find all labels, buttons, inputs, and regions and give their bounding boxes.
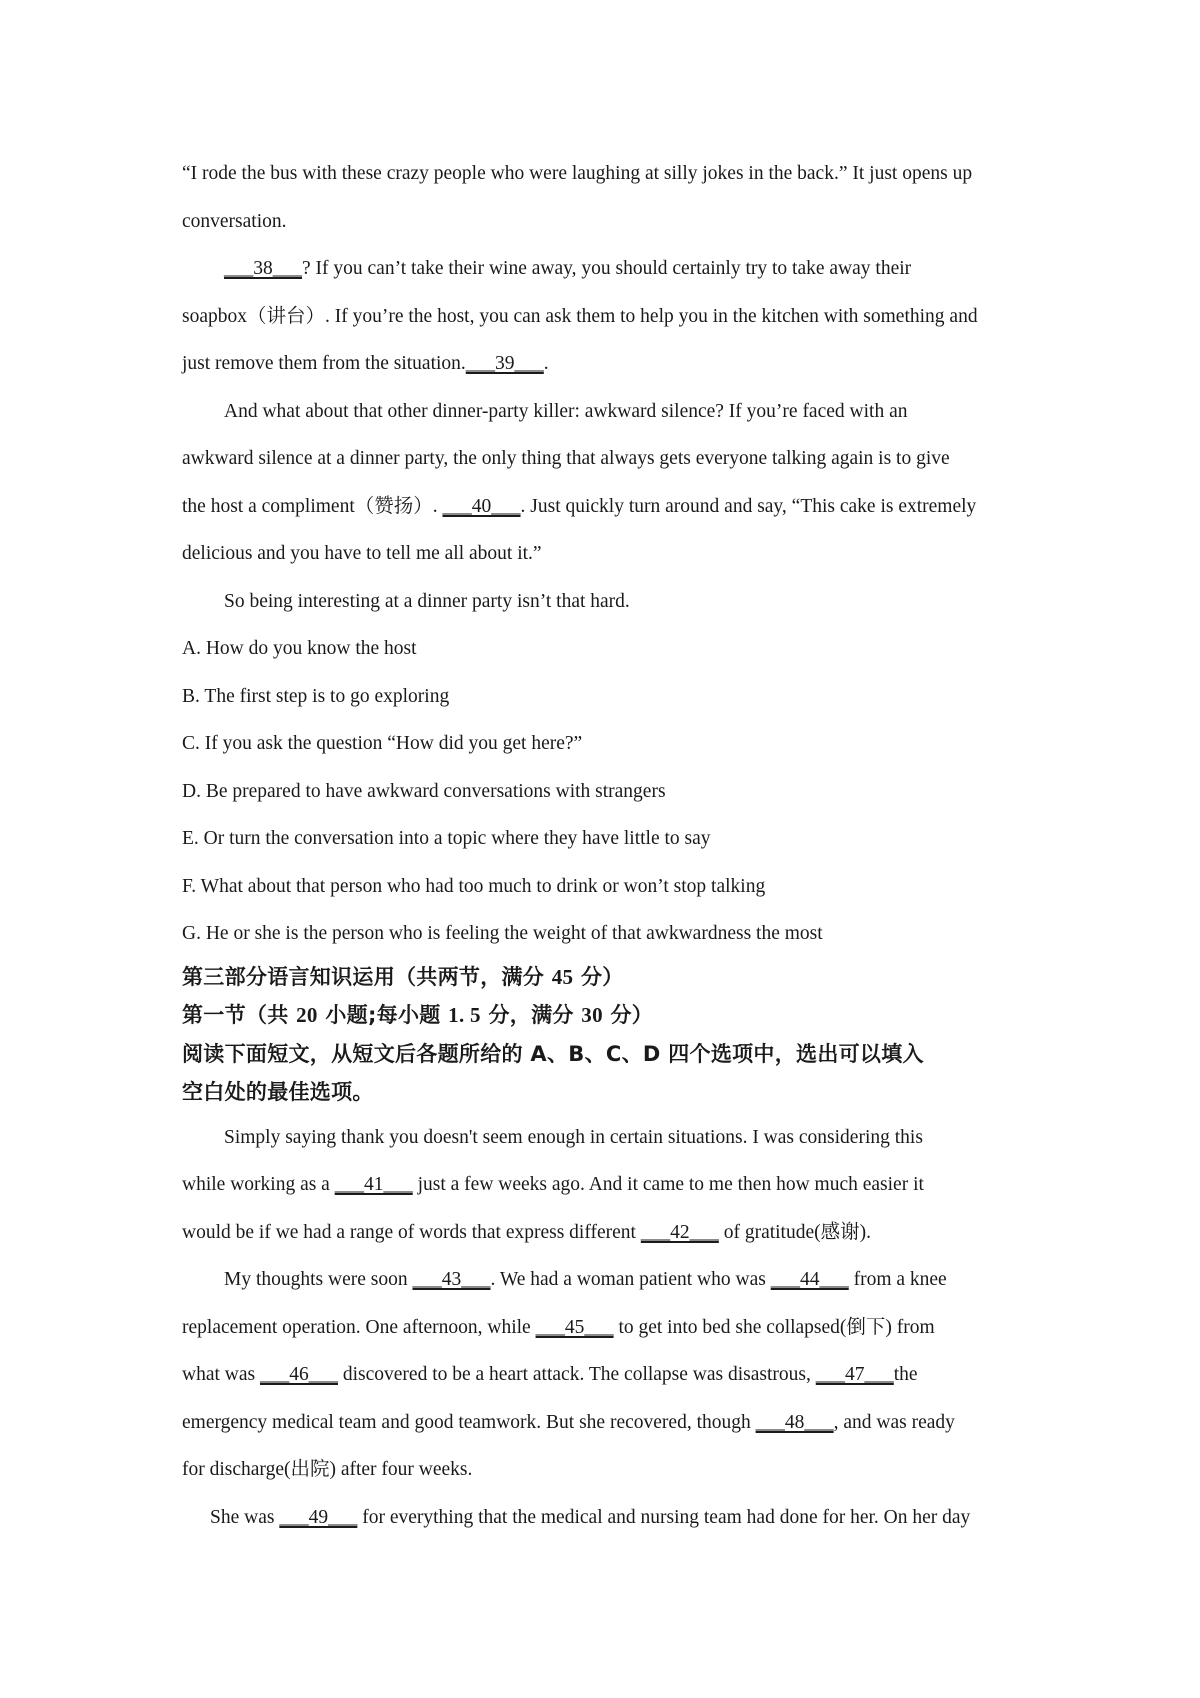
passage-line — [182, 530, 1027, 578]
text: 分） — [602, 1003, 654, 1027]
passage-line — [182, 1304, 1027, 1352]
text: Simply saying thank you doesn't seem enough in certain situations. I was considering this — [224, 1126, 923, 1148]
passage-line — [182, 1256, 1027, 1304]
text: the — [893, 1364, 918, 1385]
blank-46: ___46___ — [259, 1364, 338, 1385]
text: 小题;每小题 — [317, 1003, 449, 1027]
passage-line — [182, 1399, 1027, 1447]
passage-line — [182, 150, 1027, 198]
blank-43: ___43___ — [412, 1269, 491, 1290]
text: conversation. — [182, 210, 287, 232]
text: soapbox（讲台）. If you’re the host, you can ask them to help you in the kitchen with something and — [182, 305, 978, 327]
passage-line — [182, 578, 1027, 626]
passage-line — [182, 1114, 1027, 1162]
text: So being interesting at a dinner party isn’t that hard. — [224, 590, 630, 612]
text: just remove them from the situation. — [182, 353, 466, 374]
text: emergency medical team and good teamwork. But she recovered, though — [182, 1411, 756, 1433]
passage-line — [182, 340, 1027, 388]
text: from a knee — [848, 1269, 947, 1290]
blank-44: ___44___ — [770, 1269, 849, 1290]
passage-line — [182, 1161, 1027, 1209]
text: 分，满分 — [480, 1003, 582, 1027]
text: just a few weeks ago. And it came to me then how much easier it — [412, 1174, 924, 1195]
text: 30 — [581, 1003, 603, 1027]
text: to get into bed she collapsed(倒下) from — [613, 1316, 935, 1338]
text: “I rode the bus with these crazy people who were laughing at silly jokes in the back.” It just opens up — [182, 163, 973, 184]
blank-45: ___45___ — [535, 1316, 614, 1338]
passage-line — [182, 1209, 1027, 1257]
text: awkward silence at a dinner party, the only thing that always gets everyone talking again is to give — [182, 448, 950, 469]
text: delicious and you have to tell me all about it.” — [182, 543, 542, 564]
text: while working as a — [182, 1174, 335, 1195]
passage-line — [182, 1351, 1027, 1399]
option-g: G. He or she is the person who is feeling the weight of that awkwardness the most — [182, 923, 823, 944]
text: for discharge(出院) after four weeks. — [182, 1459, 473, 1480]
option-d: D. Be prepared to have awkward conversations with strangers — [182, 780, 666, 802]
text: of gratitude(感谢). — [718, 1221, 871, 1243]
passage-line — [182, 435, 1027, 483]
option-e: E. Or turn the conversation into a topic where they have little to say — [182, 828, 711, 849]
text: She was — [210, 1506, 280, 1528]
text: 20 — [296, 1003, 318, 1027]
text: what was — [182, 1364, 260, 1385]
text: replacement operation. One afternoon, while — [182, 1316, 536, 1338]
text: 第一节（共 — [182, 1003, 297, 1027]
passage-line — [182, 198, 1027, 246]
subsection-heading — [182, 996, 1027, 1035]
option-c: C. If you ask the question “How did you get here?” — [182, 733, 583, 754]
blank-41: ___41___ — [334, 1174, 413, 1195]
text: for everything that the medical and nursing team had done for her. On her day — [357, 1506, 971, 1528]
text: ? If you can’t take their wine away, you should certainly try to take away their — [302, 258, 912, 279]
text: , and was ready — [833, 1411, 955, 1433]
passage-line — [182, 483, 1027, 531]
text: discovered to be a heart attack. The collapse was disastrous, — [337, 1364, 816, 1385]
text: . We had a woman patient who was — [490, 1269, 771, 1290]
text: 45 — [551, 964, 574, 989]
text: 1. 5 — [448, 1003, 481, 1027]
blank-48: ___48___ — [755, 1411, 834, 1433]
blank-39: ___39___ — [465, 353, 544, 374]
blank-38: ___38___ — [224, 258, 302, 279]
passage-line — [182, 388, 1027, 436]
text: My thoughts were soon — [224, 1269, 413, 1290]
instructions: 阅读下面短文，从短文后各题所给的 A、B、C、D 四个选项中，选出可以填入 — [182, 1041, 924, 1066]
text: . — [543, 353, 549, 374]
document-page — [182, 150, 1027, 1541]
passage-line — [182, 293, 1027, 341]
passage-line — [182, 1446, 1027, 1494]
blank-40: ___40___ — [442, 495, 521, 517]
blank-42: ___42___ — [640, 1221, 719, 1243]
passage-line — [182, 1494, 1027, 1542]
option-b: B. The first step is to go exploring — [182, 685, 450, 707]
text: 分） — [573, 964, 624, 989]
section-heading — [182, 958, 1027, 997]
passage-line — [182, 245, 1027, 293]
option-a: A. How do you know the host — [182, 638, 417, 659]
blank-49: ___49___ — [279, 1506, 358, 1528]
text: And what about that other dinner-party killer: awkward silence? If you’re faced with an — [224, 400, 908, 422]
option-f: F. What about that person who had too much to drink or won’t stop talking — [182, 875, 766, 897]
text: the host a compliment（赞扬）. — [182, 495, 443, 517]
text: 第三部分语言知识运用（共两节，满分 — [182, 964, 552, 989]
instructions: 空白处的最佳选项。 — [182, 1080, 374, 1104]
blank-47: ___47___ — [815, 1364, 894, 1385]
text: . Just quickly turn around and say, “This cake is extremely — [520, 495, 977, 517]
text: would be if we had a range of words that express different — [182, 1221, 641, 1243]
